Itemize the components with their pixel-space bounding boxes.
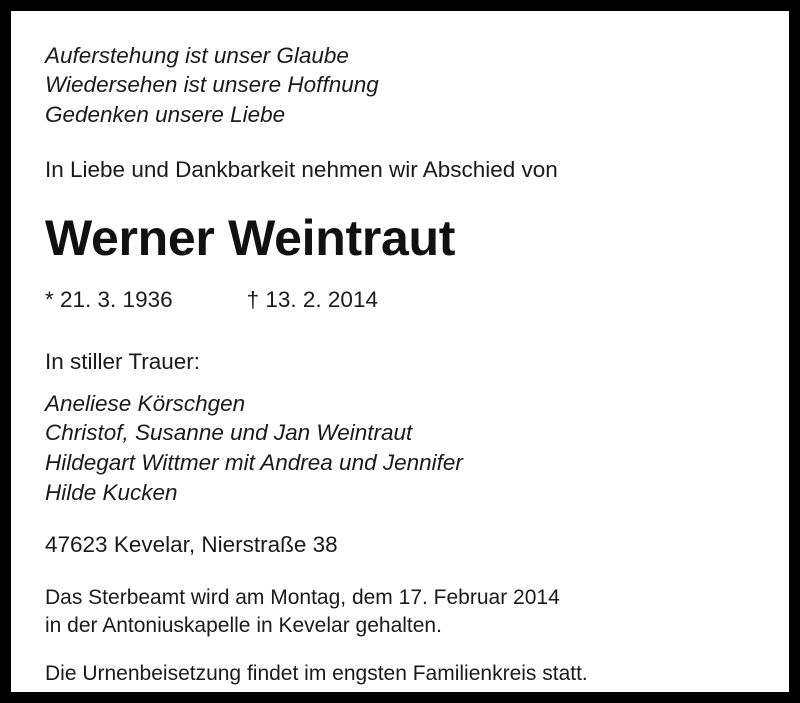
deceased-name: Werner Weintraut xyxy=(45,210,456,266)
verse-line-1: Auferstehung ist unser Glaube xyxy=(45,43,349,68)
verse-line-3: Gedenken unsere Liebe xyxy=(45,101,286,127)
mourner-line-1: Aneliese Körschgen xyxy=(45,390,246,416)
mourners-list xyxy=(45,389,755,509)
service-details xyxy=(45,584,755,640)
service-line-1: Das Sterbeamt wird am Montag, dem 17. Februar 2014 xyxy=(45,586,560,610)
address-line: 47623 Kevelar, Nierstraße 38 xyxy=(45,532,338,558)
life-dates xyxy=(45,287,755,313)
mourner-line-3: Hildegart Wittmer mit Andrea und Jennifer xyxy=(45,450,463,476)
verse-block xyxy=(45,41,755,129)
mourner-line-2: Christof, Susanne und Jan Weintraut xyxy=(45,420,413,446)
service-line-2: in der Antoniuskapelle in Kevelar gehalten. xyxy=(45,614,442,638)
death-date: † 13. 2. 2014 xyxy=(246,286,378,312)
mourner-line-4: Hilde Kucken xyxy=(45,480,178,506)
birth-date: * 21. 3. 1936 xyxy=(45,286,173,312)
mourning-label: In stiller Trauer: xyxy=(45,348,201,374)
intro-text: In Liebe und Dankbarkeit nehmen wir Abschied von xyxy=(45,156,558,182)
burial-note: Die Urnenbeisetzung findet im engsten Familienkreis statt. xyxy=(45,662,588,686)
verse-line-2: Wiedersehen ist unsere Hoffnung xyxy=(45,72,379,98)
